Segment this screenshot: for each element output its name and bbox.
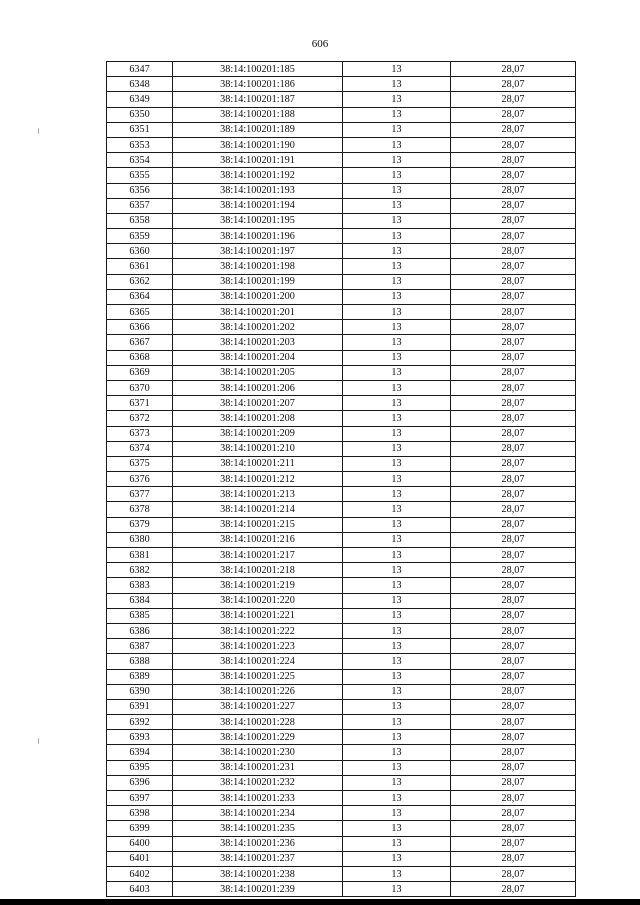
row-number-cell: 6359: [107, 229, 173, 244]
row-number-cell: 6357: [107, 198, 173, 213]
row-number-cell: 6364: [107, 289, 173, 304]
row-number-cell: 6361: [107, 259, 173, 274]
cadastral-number-cell: 38:14:100201:192: [173, 168, 343, 183]
row-number-cell: 6369: [107, 365, 173, 380]
area-value-cell: 28,07: [451, 365, 576, 380]
table-row: [107, 669, 576, 684]
cadastral-number-cell: 38:14:100201:209: [173, 426, 343, 441]
cadastral-number-cell: 38:14:100201:221: [173, 608, 343, 623]
row-number-cell: 6391: [107, 699, 173, 714]
area-value-cell: 28,07: [451, 730, 576, 745]
area-value-cell: 28,07: [451, 623, 576, 638]
table-row: [107, 593, 576, 608]
table-row: [107, 715, 576, 730]
cadastral-number-cell: 38:14:100201:232: [173, 775, 343, 790]
table-row: [107, 456, 576, 471]
zone-code-cell: 13: [343, 289, 451, 304]
zone-code-cell: 13: [343, 517, 451, 532]
cadastral-number-cell: 38:14:100201:236: [173, 836, 343, 851]
area-value-cell: 28,07: [451, 578, 576, 593]
row-number-cell: 6355: [107, 168, 173, 183]
row-number-cell: 6366: [107, 320, 173, 335]
zone-code-cell: 13: [343, 426, 451, 441]
cadastral-number-cell: 38:14:100201:213: [173, 487, 343, 502]
table-row: [107, 411, 576, 426]
table-row: [107, 289, 576, 304]
row-number-cell: 6385: [107, 608, 173, 623]
cadastral-number-cell: 38:14:100201:186: [173, 77, 343, 92]
cadastral-number-cell: 38:14:100201:215: [173, 517, 343, 532]
area-value-cell: 28,07: [451, 305, 576, 320]
row-number-cell: 6362: [107, 274, 173, 289]
cadastral-number-cell: 38:14:100201:227: [173, 699, 343, 714]
area-value-cell: 28,07: [451, 517, 576, 532]
table-row: [107, 821, 576, 836]
area-value-cell: 28,07: [451, 107, 576, 122]
area-value-cell: 28,07: [451, 335, 576, 350]
zone-code-cell: 13: [343, 396, 451, 411]
area-value-cell: 28,07: [451, 426, 576, 441]
area-value-cell: 28,07: [451, 669, 576, 684]
cadastral-number-cell: 38:14:100201:208: [173, 411, 343, 426]
table-row: [107, 259, 576, 274]
zone-code-cell: 13: [343, 335, 451, 350]
area-value-cell: 28,07: [451, 168, 576, 183]
cadastral-number-cell: 38:14:100201:199: [173, 274, 343, 289]
area-value-cell: 28,07: [451, 684, 576, 699]
zone-code-cell: 13: [343, 456, 451, 471]
row-number-cell: 6381: [107, 548, 173, 563]
area-value-cell: 28,07: [451, 593, 576, 608]
area-value-cell: 28,07: [451, 411, 576, 426]
cadastral-number-cell: 38:14:100201:212: [173, 472, 343, 487]
table-row: [107, 244, 576, 259]
area-value-cell: 28,07: [451, 775, 576, 790]
zone-code-cell: 13: [343, 274, 451, 289]
table-row: [107, 532, 576, 547]
cadastral-number-cell: 38:14:100201:190: [173, 137, 343, 152]
table-row: [107, 623, 576, 638]
cadastral-number-cell: 38:14:100201:205: [173, 365, 343, 380]
cadastral-number-cell: 38:14:100201:195: [173, 213, 343, 228]
row-number-cell: 6371: [107, 396, 173, 411]
area-value-cell: 28,07: [451, 836, 576, 851]
table-row: [107, 122, 576, 137]
cadastral-number-cell: 38:14:100201:225: [173, 669, 343, 684]
area-value-cell: 28,07: [451, 183, 576, 198]
zone-code-cell: 13: [343, 532, 451, 547]
row-number-cell: 6388: [107, 654, 173, 669]
cadastral-number-cell: 38:14:100201:214: [173, 502, 343, 517]
row-number-cell: 6377: [107, 487, 173, 502]
table-row: [107, 305, 576, 320]
parcel-table-body: [107, 62, 576, 897]
cadastral-number-cell: 38:14:100201:187: [173, 92, 343, 107]
table-row: [107, 365, 576, 380]
table-row: [107, 350, 576, 365]
area-value-cell: 28,07: [451, 532, 576, 547]
zone-code-cell: 13: [343, 593, 451, 608]
table-row: [107, 639, 576, 654]
zone-code-cell: 13: [343, 350, 451, 365]
area-value-cell: 28,07: [451, 821, 576, 836]
cadastral-number-cell: 38:14:100201:193: [173, 183, 343, 198]
zone-code-cell: 13: [343, 654, 451, 669]
area-value-cell: 28,07: [451, 563, 576, 578]
area-value-cell: 28,07: [451, 92, 576, 107]
zone-code-cell: 13: [343, 92, 451, 107]
zone-code-cell: 13: [343, 745, 451, 760]
area-value-cell: 28,07: [451, 320, 576, 335]
table-row: [107, 274, 576, 289]
cadastral-number-cell: 38:14:100201:235: [173, 821, 343, 836]
cadastral-number-cell: 38:14:100201:222: [173, 623, 343, 638]
area-value-cell: 28,07: [451, 289, 576, 304]
cadastral-number-cell: 38:14:100201:233: [173, 791, 343, 806]
zone-code-cell: 13: [343, 62, 451, 77]
zone-code-cell: 13: [343, 107, 451, 122]
area-value-cell: 28,07: [451, 639, 576, 654]
table-row: [107, 760, 576, 775]
row-number-cell: 6402: [107, 866, 173, 881]
row-number-cell: 6397: [107, 791, 173, 806]
row-number-cell: 6348: [107, 77, 173, 92]
table-row: [107, 836, 576, 851]
zone-code-cell: 13: [343, 882, 451, 897]
cadastral-number-cell: 38:14:100201:198: [173, 259, 343, 274]
area-value-cell: 28,07: [451, 229, 576, 244]
area-value-cell: 28,07: [451, 153, 576, 168]
table-row: [107, 472, 576, 487]
zone-code-cell: 13: [343, 578, 451, 593]
zone-code-cell: 13: [343, 821, 451, 836]
cadastral-number-cell: 38:14:100201:197: [173, 244, 343, 259]
cadastral-number-cell: 38:14:100201:204: [173, 350, 343, 365]
row-number-cell: 6401: [107, 851, 173, 866]
zone-code-cell: 13: [343, 639, 451, 654]
table-row: [107, 548, 576, 563]
table-row: [107, 380, 576, 395]
row-number-cell: 6356: [107, 183, 173, 198]
table-row: [107, 213, 576, 228]
cadastral-number-cell: 38:14:100201:237: [173, 851, 343, 866]
table-row: [107, 684, 576, 699]
zone-code-cell: 13: [343, 684, 451, 699]
table-row: [107, 107, 576, 122]
row-number-cell: 6373: [107, 426, 173, 441]
table-row: [107, 578, 576, 593]
area-value-cell: 28,07: [451, 745, 576, 760]
row-number-cell: 6350: [107, 107, 173, 122]
row-number-cell: 6380: [107, 532, 173, 547]
row-number-cell: 6360: [107, 244, 173, 259]
cadastral-number-cell: 38:14:100201:228: [173, 715, 343, 730]
row-number-cell: 6389: [107, 669, 173, 684]
area-value-cell: 28,07: [451, 380, 576, 395]
zone-code-cell: 13: [343, 623, 451, 638]
row-number-cell: 6403: [107, 882, 173, 897]
table-row: [107, 441, 576, 456]
zone-code-cell: 13: [343, 715, 451, 730]
area-value-cell: 28,07: [451, 244, 576, 259]
cadastral-number-cell: 38:14:100201:188: [173, 107, 343, 122]
zone-code-cell: 13: [343, 259, 451, 274]
cadastral-number-cell: 38:14:100201:203: [173, 335, 343, 350]
row-number-cell: 6393: [107, 730, 173, 745]
area-value-cell: 28,07: [451, 882, 576, 897]
row-number-cell: 6374: [107, 441, 173, 456]
zone-code-cell: 13: [343, 168, 451, 183]
row-number-cell: 6395: [107, 760, 173, 775]
row-number-cell: 6396: [107, 775, 173, 790]
cadastral-number-cell: 38:14:100201:217: [173, 548, 343, 563]
area-value-cell: 28,07: [451, 259, 576, 274]
area-value-cell: 28,07: [451, 654, 576, 669]
scan-bottom-edge: [0, 899, 640, 905]
parcel-table: [106, 61, 576, 897]
cadastral-number-cell: 38:14:100201:231: [173, 760, 343, 775]
zone-code-cell: 13: [343, 365, 451, 380]
scan-margin-mark: [38, 738, 39, 744]
row-number-cell: 6376: [107, 472, 173, 487]
row-number-cell: 6347: [107, 62, 173, 77]
table-row: [107, 153, 576, 168]
cadastral-number-cell: 38:14:100201:220: [173, 593, 343, 608]
area-value-cell: 28,07: [451, 77, 576, 92]
table-row: [107, 137, 576, 152]
scan-margin-mark: [38, 128, 39, 134]
zone-code-cell: 13: [343, 699, 451, 714]
row-number-cell: 6353: [107, 137, 173, 152]
row-number-cell: 6387: [107, 639, 173, 654]
zone-code-cell: 13: [343, 320, 451, 335]
row-number-cell: 6390: [107, 684, 173, 699]
cadastral-number-cell: 38:14:100201:189: [173, 122, 343, 137]
zone-code-cell: 13: [343, 183, 451, 198]
table-row: [107, 183, 576, 198]
area-value-cell: 28,07: [451, 472, 576, 487]
zone-code-cell: 13: [343, 851, 451, 866]
cadastral-number-cell: 38:14:100201:191: [173, 153, 343, 168]
table-row: [107, 517, 576, 532]
cadastral-number-cell: 38:14:100201:206: [173, 380, 343, 395]
zone-code-cell: 13: [343, 441, 451, 456]
table-row: [107, 396, 576, 411]
row-number-cell: 6394: [107, 745, 173, 760]
cadastral-number-cell: 38:14:100201:224: [173, 654, 343, 669]
zone-code-cell: 13: [343, 775, 451, 790]
table-row: [107, 791, 576, 806]
row-number-cell: 6375: [107, 456, 173, 471]
area-value-cell: 28,07: [451, 806, 576, 821]
table-row: [107, 882, 576, 897]
row-number-cell: 6365: [107, 305, 173, 320]
area-value-cell: 28,07: [451, 137, 576, 152]
zone-code-cell: 13: [343, 380, 451, 395]
area-value-cell: 28,07: [451, 456, 576, 471]
table-row: [107, 335, 576, 350]
cadastral-number-cell: 38:14:100201:185: [173, 62, 343, 77]
zone-code-cell: 13: [343, 487, 451, 502]
row-number-cell: 6383: [107, 578, 173, 593]
cadastral-number-cell: 38:14:100201:229: [173, 730, 343, 745]
zone-code-cell: 13: [343, 198, 451, 213]
area-value-cell: 28,07: [451, 608, 576, 623]
row-number-cell: 6382: [107, 563, 173, 578]
area-value-cell: 28,07: [451, 441, 576, 456]
zone-code-cell: 13: [343, 806, 451, 821]
zone-code-cell: 13: [343, 866, 451, 881]
table-row: [107, 320, 576, 335]
page-number: 606: [311, 38, 329, 50]
table-row: [107, 745, 576, 760]
cadastral-number-cell: 38:14:100201:202: [173, 320, 343, 335]
cadastral-number-cell: 38:14:100201:196: [173, 229, 343, 244]
table-row: [107, 487, 576, 502]
cadastral-number-cell: 38:14:100201:218: [173, 563, 343, 578]
table-row: [107, 806, 576, 821]
area-value-cell: 28,07: [451, 548, 576, 563]
row-number-cell: 6398: [107, 806, 173, 821]
row-number-cell: 6378: [107, 502, 173, 517]
cadastral-number-cell: 38:14:100201:194: [173, 198, 343, 213]
zone-code-cell: 13: [343, 472, 451, 487]
area-value-cell: 28,07: [451, 274, 576, 289]
cadastral-number-cell: 38:14:100201:234: [173, 806, 343, 821]
row-number-cell: 6379: [107, 517, 173, 532]
table-row: [107, 229, 576, 244]
zone-code-cell: 13: [343, 229, 451, 244]
row-number-cell: 6392: [107, 715, 173, 730]
zone-code-cell: 13: [343, 502, 451, 517]
cadastral-number-cell: 38:14:100201:226: [173, 684, 343, 699]
table-row: [107, 775, 576, 790]
table-row: [107, 608, 576, 623]
table-row: [107, 502, 576, 517]
table-row: [107, 198, 576, 213]
table-row: [107, 168, 576, 183]
area-value-cell: 28,07: [451, 715, 576, 730]
zone-code-cell: 13: [343, 153, 451, 168]
zone-code-cell: 13: [343, 411, 451, 426]
row-number-cell: 6358: [107, 213, 173, 228]
table-row: [107, 851, 576, 866]
area-value-cell: 28,07: [451, 851, 576, 866]
area-value-cell: 28,07: [451, 350, 576, 365]
area-value-cell: 28,07: [451, 122, 576, 137]
area-value-cell: 28,07: [451, 699, 576, 714]
zone-code-cell: 13: [343, 213, 451, 228]
zone-code-cell: 13: [343, 730, 451, 745]
area-value-cell: 28,07: [451, 791, 576, 806]
area-value-cell: 28,07: [451, 866, 576, 881]
zone-code-cell: 13: [343, 563, 451, 578]
row-number-cell: 6370: [107, 380, 173, 395]
cadastral-number-cell: 38:14:100201:230: [173, 745, 343, 760]
table-row: [107, 563, 576, 578]
area-value-cell: 28,07: [451, 213, 576, 228]
area-value-cell: 28,07: [451, 198, 576, 213]
zone-code-cell: 13: [343, 122, 451, 137]
row-number-cell: 6399: [107, 821, 173, 836]
row-number-cell: 6351: [107, 122, 173, 137]
table-row: [107, 92, 576, 107]
row-number-cell: 6368: [107, 350, 173, 365]
zone-code-cell: 13: [343, 77, 451, 92]
cadastral-number-cell: 38:14:100201:211: [173, 456, 343, 471]
row-number-cell: 6349: [107, 92, 173, 107]
area-value-cell: 28,07: [451, 760, 576, 775]
row-number-cell: 6354: [107, 153, 173, 168]
zone-code-cell: 13: [343, 760, 451, 775]
table-row: [107, 730, 576, 745]
cadastral-number-cell: 38:14:100201:223: [173, 639, 343, 654]
zone-code-cell: 13: [343, 836, 451, 851]
area-value-cell: 28,07: [451, 396, 576, 411]
row-number-cell: 6384: [107, 593, 173, 608]
table-row: [107, 77, 576, 92]
cadastral-number-cell: 38:14:100201:201: [173, 305, 343, 320]
zone-code-cell: 13: [343, 244, 451, 259]
row-number-cell: 6367: [107, 335, 173, 350]
table-row: [107, 654, 576, 669]
cadastral-number-cell: 38:14:100201:207: [173, 396, 343, 411]
cadastral-number-cell: 38:14:100201:200: [173, 289, 343, 304]
zone-code-cell: 13: [343, 791, 451, 806]
zone-code-cell: 13: [343, 548, 451, 563]
row-number-cell: 6372: [107, 411, 173, 426]
cadastral-number-cell: 38:14:100201:219: [173, 578, 343, 593]
cadastral-number-cell: 38:14:100201:210: [173, 441, 343, 456]
area-value-cell: 28,07: [451, 487, 576, 502]
cadastral-number-cell: 38:14:100201:239: [173, 882, 343, 897]
zone-code-cell: 13: [343, 305, 451, 320]
table-row: [107, 699, 576, 714]
table-row: [107, 866, 576, 881]
table-row: [107, 62, 576, 77]
table-row: [107, 426, 576, 441]
row-number-cell: 6400: [107, 836, 173, 851]
cadastral-number-cell: 38:14:100201:216: [173, 532, 343, 547]
area-value-cell: 28,07: [451, 502, 576, 517]
area-value-cell: 28,07: [451, 62, 576, 77]
zone-code-cell: 13: [343, 137, 451, 152]
zone-code-cell: 13: [343, 669, 451, 684]
zone-code-cell: 13: [343, 608, 451, 623]
cadastral-number-cell: 38:14:100201:238: [173, 866, 343, 881]
row-number-cell: 6386: [107, 623, 173, 638]
